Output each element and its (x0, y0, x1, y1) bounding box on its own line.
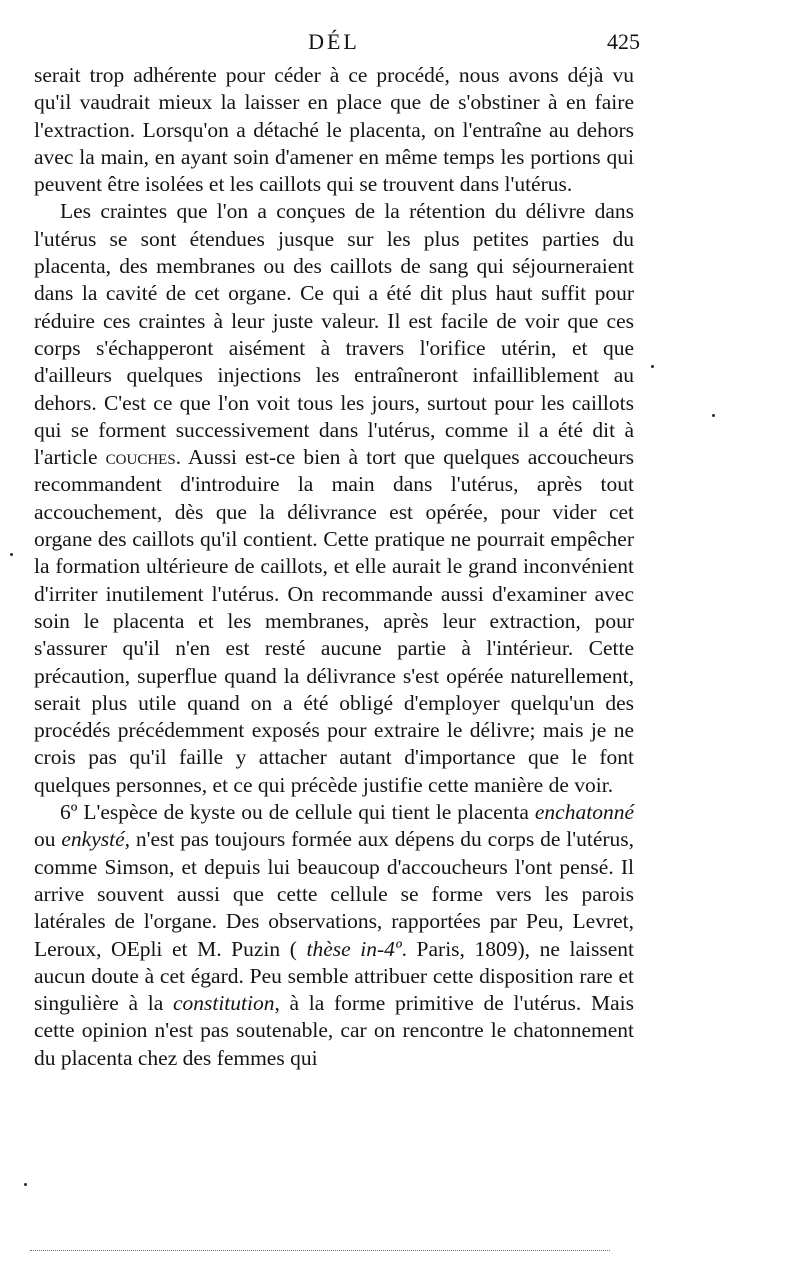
paragraph-continuation (34, 62, 634, 198)
body-text (34, 62, 634, 1072)
italic-term: enkysté (61, 827, 125, 852)
paragraph-text: Les craintes que l'on a conçues de la rétention du délivre dans l'utérus se sont étendues jusque sur les plus petites parties du placenta, des membranes ou des caillots de sang qui séjourneraient dans la cavité de cet organe. Ce qui a été dit plus haut suffit pour réduire ces craintes à leur juste valeur. Il est facile de voir que ces corps s'échapperont aisément à travers l'orifice utérin, et que d'ailleurs quelques injections les entraîneront infailliblement au dehors. C'est ce que l'on voit tous les jours, surtout pour les caillots qui se forment successivement dans l'utérus, comme il a été dit à l'article (34, 199, 634, 470)
paragraph-text: ou (34, 827, 62, 852)
italic-citation: thèse in-4º (306, 936, 402, 961)
page-number: 425 (607, 29, 640, 54)
book-page (34, 26, 640, 1072)
scan-speck (24, 1183, 27, 1186)
running-head: DÉL (308, 29, 360, 54)
scan-speck (651, 365, 654, 368)
scan-speck (712, 414, 715, 417)
italic-term: enchatonné (534, 800, 634, 825)
paragraph-text: serait trop adhérente pour céder à ce procédé, nous avons déjà vu qu'il vaudrait mieux la laisser en place que de s'obstiner à en faire l'extraction. Lorsqu'on a détaché le placenta, on l'entraîne au dehors avec la main, en ayant soin d'amener en même temps les portions qui peuvent être isolées et les caillots qui se trouvent dans l'utérus. (34, 63, 634, 197)
paragraph-text: , n'est pas toujours formée aux dépens du corps de l'utérus, comme Simson, et depuis lui beaucoup d'accoucheurs l'ont pensé. Il arrive souvent aussi que cette cellule se forme vers les parois latérales de l'organe. Des observations, rapportées par Peu, Levret, Leroux, OEpli et M. Puzin ( (34, 827, 635, 961)
page-header (34, 26, 640, 58)
italic-term: constitution (172, 991, 275, 1016)
paragraph-text: . Aussi est-ce bien à tort que quelques accoucheurs recommandent d'introduire la main dans l'utérus, après tout accouchement, dès que la délivrance est opérée, pour vider cet organe des caillots qu'il contient. Cette pratique ne pourrait empêcher la formation ultérieure de caillots, et elle aurait le grand inconvénient d'irriter inutilement l'utérus. On recommande aussi d'examiner avec soin le placenta et les membranes, après leur extraction, pour s'assurer qu'il n'en est resté aucune partie à l'intérieur. Cette précaution, superflue quand la délivrance s'est opérée naturellement, serait plus utile quand on a été obligé d'employer quelqu'un des procédés précédemment exposés pour extraire le délivre; mais je ne crois pas qu'il faille y attacher autant d'importance que le font quelques personnes, et ce qui précède justifie cette manière de voir. (34, 445, 634, 797)
paragraph-text: , à la forme primitive de l'utérus. Mais cette opinion n'est pas soutenable, car on rencontre le chatonnement du placenta chez des femmes qui (34, 991, 634, 1070)
paragraph-cyst-placenta (34, 799, 634, 1072)
paragraph-text: 6º L'espèce de kyste ou de cellule qui tient le placenta (60, 800, 535, 825)
scan-speck (10, 553, 13, 556)
article-reference: couches (105, 445, 176, 470)
footer-rule (30, 1250, 610, 1251)
paragraph-text: . Paris, 1809), ne laissent aucun doute à cet égard. Peu semble attribuer cette disposition rare et singulière à la (34, 936, 634, 1016)
paragraph-delivery-fears (34, 198, 634, 799)
